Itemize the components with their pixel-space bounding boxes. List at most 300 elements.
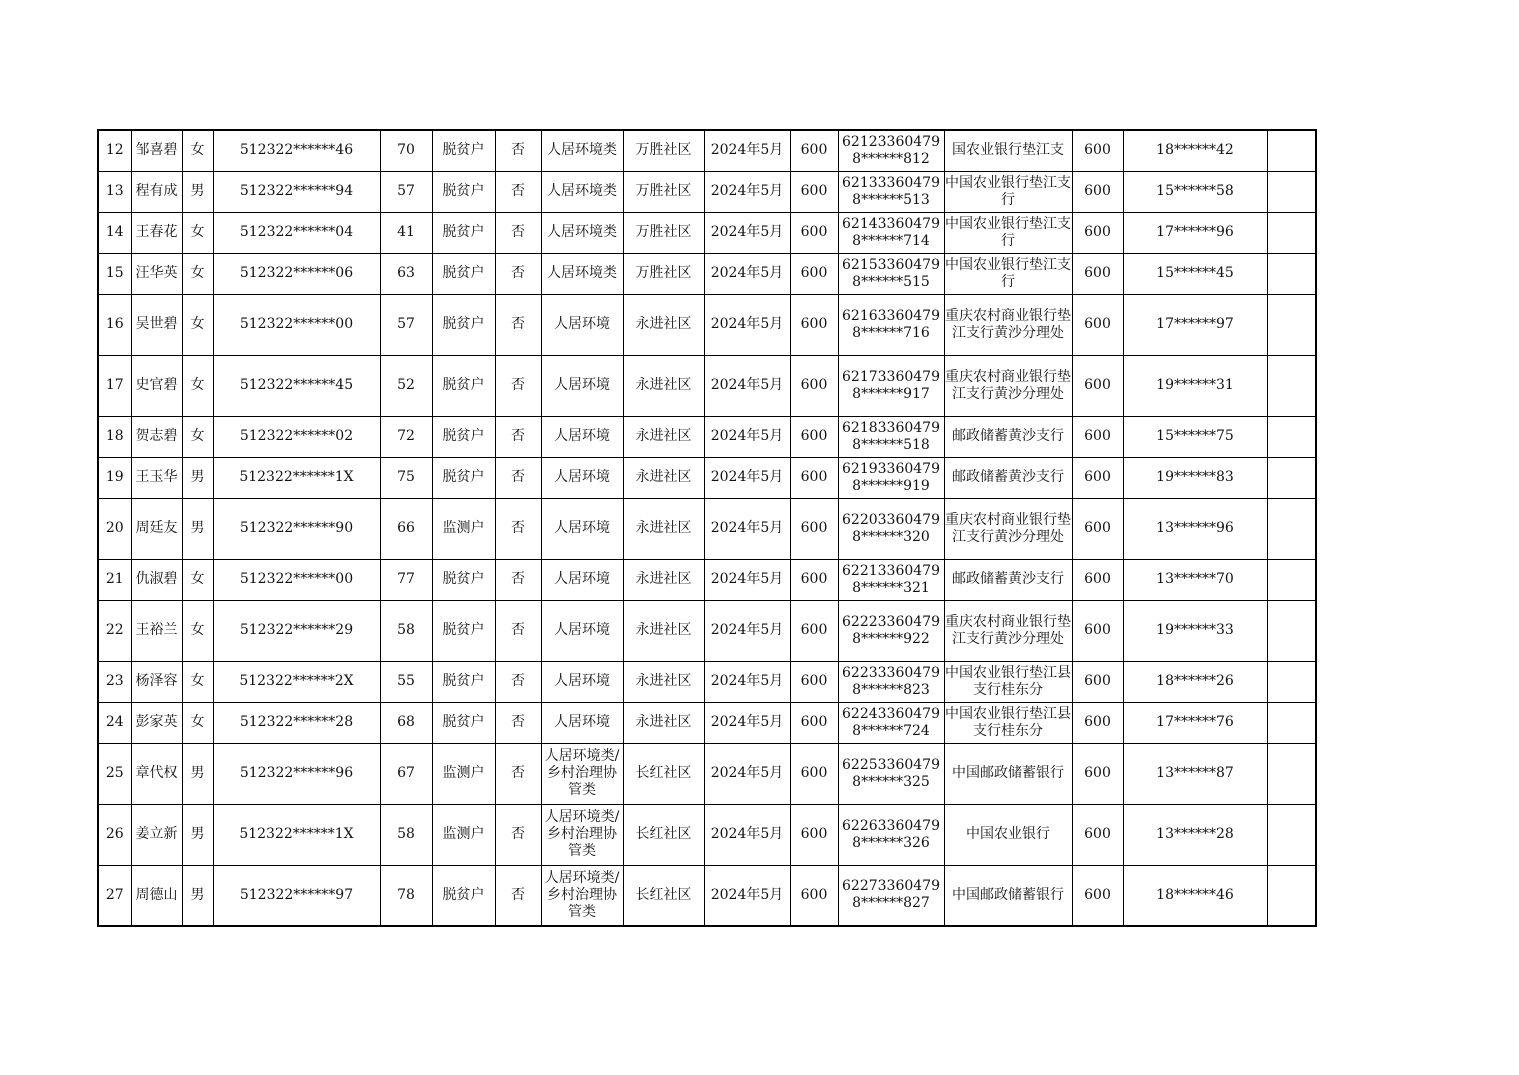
id-number-cell: 512322******2X — [213, 661, 380, 702]
job-category-cell — [541, 294, 623, 355]
job-category-cell — [541, 498, 623, 559]
flag-cell: 否 — [495, 171, 541, 212]
bank-account-cell-text: 622233604798******922 — [842, 613, 940, 647]
bank-name-cell — [944, 743, 1072, 804]
age-cell: 57 — [380, 294, 432, 355]
bank-name-cell-text: 中国邮政储蓄银行 — [952, 765, 1064, 781]
bank-account-cell — [838, 130, 944, 171]
row-number-cell: 18 — [98, 416, 131, 457]
gender-cell: 女 — [182, 130, 213, 171]
name-cell: 程有成 — [131, 171, 182, 212]
age-cell: 55 — [380, 661, 432, 702]
id-number-cell: 512322******06 — [213, 253, 380, 294]
household-type-cell: 脱贫户 — [432, 702, 495, 743]
row-number-cell: 23 — [98, 661, 131, 702]
phone-cell: 18******46 — [1123, 865, 1267, 926]
note-cell — [1267, 457, 1316, 498]
community-cell: 永进社区 — [623, 661, 704, 702]
row-number-cell: 26 — [98, 804, 131, 865]
job-category-cell-text: 人居环境类 — [547, 224, 617, 240]
job-category-cell — [541, 600, 623, 661]
note-cell — [1267, 559, 1316, 600]
bank-account-cell — [838, 600, 944, 661]
household-type-cell: 脱贫户 — [432, 171, 495, 212]
id-number-cell: 512322******00 — [213, 559, 380, 600]
bank-name-cell-text: 中国农业银行垫江支行 — [945, 174, 1071, 208]
job-category-cell — [541, 804, 623, 865]
bank-name-cell — [944, 865, 1072, 926]
note-cell — [1267, 743, 1316, 804]
job-category-cell-text: 人居环境类 — [547, 183, 617, 199]
bank-account-cell — [838, 804, 944, 865]
age-cell: 66 — [380, 498, 432, 559]
community-cell: 永进社区 — [623, 355, 704, 416]
name-cell: 邹喜碧 — [131, 130, 182, 171]
community-cell: 万胜社区 — [623, 171, 704, 212]
community-cell: 永进社区 — [623, 559, 704, 600]
flag-cell: 否 — [495, 253, 541, 294]
gender-cell: 男 — [182, 171, 213, 212]
row-number-cell: 12 — [98, 130, 131, 171]
amount-cell: 600 — [790, 498, 838, 559]
bank-name-cell — [944, 416, 1072, 457]
age-cell: 52 — [380, 355, 432, 416]
amount-cell: 600 — [790, 416, 838, 457]
table-row — [98, 702, 1316, 743]
row-number-cell: 21 — [98, 559, 131, 600]
bank-name-cell-text: 中国农业银行 — [966, 826, 1050, 842]
age-cell: 41 — [380, 212, 432, 253]
id-number-cell: 512322******00 — [213, 294, 380, 355]
job-category-cell-text: 人居环境 — [554, 428, 610, 444]
paid-amount-cell: 600 — [1072, 702, 1123, 743]
paid-amount-cell: 600 — [1072, 294, 1123, 355]
job-category-cell-text: 人居环境 — [554, 377, 610, 393]
age-cell: 78 — [380, 865, 432, 926]
bank-name-cell — [944, 171, 1072, 212]
household-type-cell: 监测户 — [432, 743, 495, 804]
id-number-cell: 512322******46 — [213, 130, 380, 171]
paid-amount-cell: 600 — [1072, 804, 1123, 865]
name-cell: 彭家英 — [131, 702, 182, 743]
community-cell: 永进社区 — [623, 702, 704, 743]
bank-name-cell — [944, 355, 1072, 416]
gender-cell: 女 — [182, 600, 213, 661]
job-category-cell-text: 人居环境类 — [547, 142, 617, 159]
job-category-cell — [541, 743, 623, 804]
month-cell: 2024年5月 — [704, 253, 790, 294]
row-number-cell: 25 — [98, 743, 131, 804]
bank-account-cell-text: 622333604798******823 — [842, 664, 940, 698]
household-type-cell: 脱贫户 — [432, 457, 495, 498]
gender-cell: 女 — [182, 416, 213, 457]
phone-cell: 19******83 — [1123, 457, 1267, 498]
phone-cell: 15******58 — [1123, 171, 1267, 212]
community-cell: 永进社区 — [623, 498, 704, 559]
job-category-cell — [541, 253, 623, 294]
amount-cell: 600 — [790, 600, 838, 661]
gender-cell: 男 — [182, 804, 213, 865]
table-row — [98, 743, 1316, 804]
table-row — [98, 804, 1316, 865]
name-cell: 王春花 — [131, 212, 182, 253]
name-cell: 王裕兰 — [131, 600, 182, 661]
month-cell: 2024年5月 — [704, 498, 790, 559]
community-cell: 永进社区 — [623, 294, 704, 355]
row-number-cell: 20 — [98, 498, 131, 559]
community-cell: 永进社区 — [623, 457, 704, 498]
bank-name-cell — [944, 457, 1072, 498]
note-cell — [1267, 355, 1316, 416]
note-cell — [1267, 661, 1316, 702]
amount-cell: 600 — [790, 355, 838, 416]
amount-cell: 600 — [790, 212, 838, 253]
row-number-cell: 14 — [98, 212, 131, 253]
paid-amount-cell: 600 — [1072, 457, 1123, 498]
id-number-cell: 512322******29 — [213, 600, 380, 661]
row-number-cell: 19 — [98, 457, 131, 498]
id-number-cell: 512322******04 — [213, 212, 380, 253]
community-cell: 长红社区 — [623, 743, 704, 804]
month-cell: 2024年5月 — [704, 804, 790, 865]
community-cell: 永进社区 — [623, 416, 704, 457]
bank-name-cell-text: 重庆农村商业银行垫江支行黄沙分理处 — [945, 613, 1071, 647]
community-cell: 万胜社区 — [623, 212, 704, 253]
phone-cell: 17******97 — [1123, 294, 1267, 355]
bank-account-cell-text: 621433604798******714 — [842, 215, 940, 249]
household-type-cell: 脱贫户 — [432, 559, 495, 600]
age-cell: 58 — [380, 804, 432, 865]
note-cell — [1267, 171, 1316, 212]
job-category-cell — [541, 865, 623, 926]
age-cell: 68 — [380, 702, 432, 743]
gender-cell: 男 — [182, 498, 213, 559]
bank-name-cell-text: 中国农业银行垫江县支行桂东分 — [945, 664, 1071, 698]
amount-cell: 600 — [790, 294, 838, 355]
amount-cell: 600 — [790, 253, 838, 294]
roster-table — [97, 129, 1317, 927]
job-category-cell — [541, 212, 623, 253]
age-cell: 58 — [380, 600, 432, 661]
gender-cell: 男 — [182, 743, 213, 804]
month-cell: 2024年5月 — [704, 702, 790, 743]
bank-account-cell — [838, 559, 944, 600]
table-row — [98, 865, 1316, 926]
id-number-cell: 512322******96 — [213, 743, 380, 804]
flag-cell: 否 — [495, 865, 541, 926]
month-cell: 2024年5月 — [704, 355, 790, 416]
flag-cell: 否 — [495, 559, 541, 600]
paid-amount-cell: 600 — [1072, 559, 1123, 600]
bank-account-cell-text: 621533604798******515 — [842, 256, 940, 290]
community-cell: 长红社区 — [623, 865, 704, 926]
name-cell: 章代权 — [131, 743, 182, 804]
bank-name-cell — [944, 498, 1072, 559]
id-number-cell: 512322******90 — [213, 498, 380, 559]
name-cell: 吴世碧 — [131, 294, 182, 355]
name-cell: 贺志碧 — [131, 416, 182, 457]
job-category-cell-text: 人居环境 — [554, 469, 610, 485]
bank-account-cell — [838, 416, 944, 457]
job-category-cell — [541, 171, 623, 212]
bank-account-cell-text: 622633604798******326 — [842, 817, 940, 851]
job-category-cell — [541, 559, 623, 600]
paid-amount-cell: 600 — [1072, 212, 1123, 253]
id-number-cell: 512322******94 — [213, 171, 380, 212]
gender-cell: 女 — [182, 559, 213, 600]
bank-account-cell — [838, 702, 944, 743]
flag-cell: 否 — [495, 498, 541, 559]
row-number-cell: 16 — [98, 294, 131, 355]
roster-table-body — [98, 130, 1316, 926]
id-number-cell: 512322******02 — [213, 416, 380, 457]
table-row — [98, 661, 1316, 702]
table-row — [98, 212, 1316, 253]
household-type-cell: 脱贫户 — [432, 212, 495, 253]
age-cell: 77 — [380, 559, 432, 600]
household-type-cell: 脱贫户 — [432, 253, 495, 294]
phone-cell: 13******28 — [1123, 804, 1267, 865]
table-row — [98, 600, 1316, 661]
paid-amount-cell: 600 — [1072, 416, 1123, 457]
community-cell: 永进社区 — [623, 600, 704, 661]
bank-name-cell — [944, 253, 1072, 294]
gender-cell: 女 — [182, 702, 213, 743]
bank-name-cell-text: 重庆农村商业银行垫江支行黄沙分理处 — [945, 368, 1071, 402]
table-row — [98, 171, 1316, 212]
table-row — [98, 416, 1316, 457]
note-cell — [1267, 702, 1316, 743]
row-number-cell: 13 — [98, 171, 131, 212]
flag-cell: 否 — [495, 702, 541, 743]
household-type-cell: 脱贫户 — [432, 294, 495, 355]
bank-name-cell — [944, 212, 1072, 253]
paid-amount-cell: 600 — [1072, 743, 1123, 804]
community-cell: 长红社区 — [623, 804, 704, 865]
name-cell: 周德山 — [131, 865, 182, 926]
note-cell — [1267, 804, 1316, 865]
bank-name-cell-text: 国农业银行垫江支 — [952, 142, 1064, 159]
job-category-cell-text: 人居环境 — [554, 316, 610, 332]
bank-account-cell-text: 622033604798******320 — [842, 511, 940, 545]
flag-cell: 否 — [495, 743, 541, 804]
bank-account-cell-text: 621833604798******518 — [842, 419, 940, 453]
row-number-cell: 15 — [98, 253, 131, 294]
flag-cell: 否 — [495, 294, 541, 355]
phone-cell: 13******96 — [1123, 498, 1267, 559]
flag-cell: 否 — [495, 212, 541, 253]
job-category-cell — [541, 661, 623, 702]
month-cell: 2024年5月 — [704, 661, 790, 702]
flag-cell: 否 — [495, 130, 541, 171]
phone-cell: 13******70 — [1123, 559, 1267, 600]
job-category-cell-text: 人居环境 — [554, 714, 610, 730]
table-row — [98, 355, 1316, 416]
paid-amount-cell: 600 — [1072, 171, 1123, 212]
bank-name-cell-text: 中国农业银行垫江支行 — [945, 215, 1071, 249]
flag-cell: 否 — [495, 416, 541, 457]
id-number-cell: 512322******45 — [213, 355, 380, 416]
gender-cell: 女 — [182, 661, 213, 702]
bank-name-cell — [944, 661, 1072, 702]
note-cell — [1267, 253, 1316, 294]
bank-name-cell-text: 邮政储蓄黄沙支行 — [952, 428, 1064, 444]
month-cell: 2024年5月 — [704, 743, 790, 804]
name-cell: 史官碧 — [131, 355, 182, 416]
household-type-cell: 脱贫户 — [432, 600, 495, 661]
bank-account-cell-text: 621233604798******812 — [842, 133, 940, 167]
flag-cell: 否 — [495, 355, 541, 416]
gender-cell: 男 — [182, 457, 213, 498]
bank-account-cell-text: 621933604798******919 — [842, 460, 940, 494]
amount-cell: 600 — [790, 743, 838, 804]
bank-name-cell-text: 中国农业银行垫江县支行桂东分 — [945, 705, 1071, 739]
name-cell: 王玉华 — [131, 457, 182, 498]
bank-name-cell — [944, 804, 1072, 865]
bank-account-cell — [838, 498, 944, 559]
household-type-cell: 脱贫户 — [432, 661, 495, 702]
month-cell: 2024年5月 — [704, 130, 790, 171]
bank-name-cell — [944, 702, 1072, 743]
paid-amount-cell: 600 — [1072, 253, 1123, 294]
bank-account-cell — [838, 661, 944, 702]
phone-cell: 15******45 — [1123, 253, 1267, 294]
job-category-cell-text: 人居环境 — [554, 673, 610, 689]
amount-cell: 600 — [790, 559, 838, 600]
note-cell — [1267, 498, 1316, 559]
age-cell: 63 — [380, 253, 432, 294]
bank-name-cell-text: 重庆农村商业银行垫江支行黄沙分理处 — [945, 511, 1071, 545]
gender-cell: 女 — [182, 294, 213, 355]
row-number-cell: 22 — [98, 600, 131, 661]
month-cell: 2024年5月 — [704, 457, 790, 498]
month-cell: 2024年5月 — [704, 865, 790, 926]
bank-name-cell — [944, 130, 1072, 171]
note-cell — [1267, 130, 1316, 171]
id-number-cell: 512322******97 — [213, 865, 380, 926]
bank-account-cell — [838, 865, 944, 926]
note-cell — [1267, 294, 1316, 355]
bank-name-cell-text: 中国邮政储蓄银行 — [952, 886, 1064, 903]
job-category-cell-text: 人居环境 — [554, 520, 610, 536]
table-row — [98, 559, 1316, 600]
id-number-cell: 512322******1X — [213, 804, 380, 865]
bank-account-cell-text: 621633604798******716 — [842, 307, 940, 341]
month-cell: 2024年5月 — [704, 559, 790, 600]
name-cell: 杨泽容 — [131, 661, 182, 702]
household-type-cell: 脱贫户 — [432, 865, 495, 926]
bank-account-cell — [838, 171, 944, 212]
month-cell: 2024年5月 — [704, 294, 790, 355]
id-number-cell: 512322******28 — [213, 702, 380, 743]
table-row — [98, 253, 1316, 294]
phone-cell: 15******75 — [1123, 416, 1267, 457]
job-category-cell-text: 人居环境 — [554, 571, 610, 587]
bank-name-cell — [944, 294, 1072, 355]
bank-account-cell — [838, 212, 944, 253]
name-cell: 汪华英 — [131, 253, 182, 294]
household-type-cell: 监测户 — [432, 498, 495, 559]
paid-amount-cell: 600 — [1072, 865, 1123, 926]
month-cell: 2024年5月 — [704, 171, 790, 212]
amount-cell: 600 — [790, 865, 838, 926]
bank-account-cell-text: 622533604798******325 — [842, 756, 940, 790]
paid-amount-cell: 600 — [1072, 661, 1123, 702]
job-category-cell — [541, 130, 623, 171]
amount-cell: 600 — [790, 661, 838, 702]
job-category-cell — [541, 457, 623, 498]
age-cell: 67 — [380, 743, 432, 804]
job-category-cell-text: 人居环境类 — [547, 265, 617, 281]
bank-account-cell-text: 622133604798******321 — [842, 562, 940, 596]
job-category-cell-text: 人居环境类/乡村治理协管类 — [544, 869, 620, 920]
bank-name-cell-text: 重庆农村商业银行垫江支行黄沙分理处 — [945, 307, 1071, 341]
amount-cell: 600 — [790, 804, 838, 865]
job-category-cell-text: 人居环境 — [554, 622, 610, 638]
month-cell: 2024年5月 — [704, 416, 790, 457]
phone-cell: 17******76 — [1123, 702, 1267, 743]
table-row — [98, 498, 1316, 559]
household-type-cell: 脱贫户 — [432, 130, 495, 171]
name-cell: 周廷友 — [131, 498, 182, 559]
bank-name-cell-text: 邮政储蓄黄沙支行 — [952, 469, 1064, 485]
gender-cell: 女 — [182, 212, 213, 253]
bank-name-cell-text: 邮政储蓄黄沙支行 — [952, 571, 1064, 587]
paid-amount-cell: 600 — [1072, 498, 1123, 559]
id-number-cell: 512322******1X — [213, 457, 380, 498]
bank-account-cell — [838, 457, 944, 498]
household-type-cell: 脱贫户 — [432, 355, 495, 416]
table-row — [98, 457, 1316, 498]
job-category-cell — [541, 416, 623, 457]
gender-cell: 女 — [182, 355, 213, 416]
community-cell: 万胜社区 — [623, 253, 704, 294]
household-type-cell: 脱贫户 — [432, 416, 495, 457]
job-category-cell — [541, 702, 623, 743]
row-number-cell: 24 — [98, 702, 131, 743]
phone-cell: 19******33 — [1123, 600, 1267, 661]
age-cell: 70 — [380, 130, 432, 171]
bank-account-cell-text: 621333604798******513 — [842, 174, 940, 208]
note-cell — [1267, 600, 1316, 661]
flag-cell: 否 — [495, 457, 541, 498]
age-cell: 57 — [380, 171, 432, 212]
note-cell — [1267, 212, 1316, 253]
phone-cell: 18******42 — [1123, 130, 1267, 171]
month-cell: 2024年5月 — [704, 600, 790, 661]
phone-cell: 18******26 — [1123, 661, 1267, 702]
household-type-cell: 监测户 — [432, 804, 495, 865]
flag-cell: 否 — [495, 600, 541, 661]
note-cell — [1267, 865, 1316, 926]
table-row — [98, 130, 1316, 171]
age-cell: 72 — [380, 416, 432, 457]
bank-account-cell-text: 622733604798******827 — [842, 878, 940, 912]
bank-account-cell-text: 621733604798******917 — [842, 368, 940, 402]
name-cell: 姜立新 — [131, 804, 182, 865]
phone-cell: 13******87 — [1123, 743, 1267, 804]
bank-name-cell-text: 中国农业银行垫江支行 — [945, 256, 1071, 290]
paid-amount-cell: 600 — [1072, 600, 1123, 661]
name-cell: 仇淑碧 — [131, 559, 182, 600]
job-category-cell-text: 人居环境类/乡村治理协管类 — [544, 748, 620, 798]
amount-cell: 600 — [790, 171, 838, 212]
paid-amount-cell: 600 — [1072, 355, 1123, 416]
bank-name-cell — [944, 600, 1072, 661]
phone-cell: 19******31 — [1123, 355, 1267, 416]
phone-cell: 17******96 — [1123, 212, 1267, 253]
row-number-cell: 27 — [98, 865, 131, 926]
